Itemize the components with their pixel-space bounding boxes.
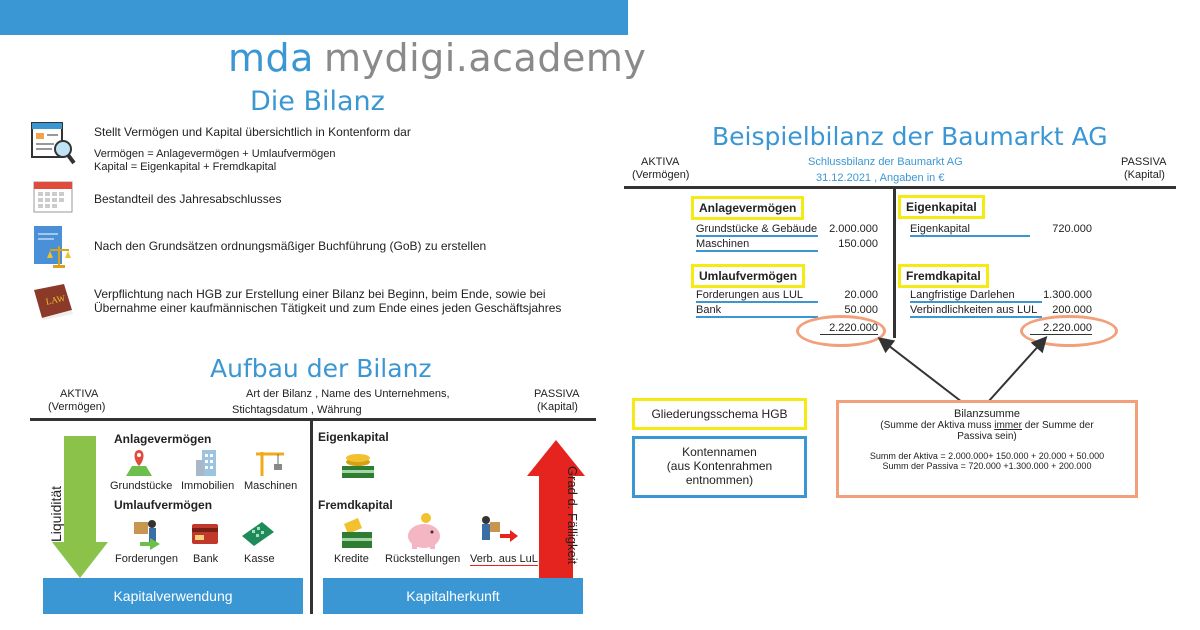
anlage-item-immobilien: Immobilien — [181, 480, 235, 492]
anlage-row-value: 2.000.000 — [829, 223, 878, 235]
beispiel-t-line — [624, 186, 1176, 189]
legend-schema-box: Gliederungsschema HGB — [632, 398, 807, 430]
aufbau-title: Aufbau der Bilanz — [210, 354, 432, 383]
fremd-item-verb-lul: Verb. aus LuL — [470, 553, 538, 565]
beispiel-passiva: PASSIVA — [1121, 156, 1167, 168]
aufbau-aktiva-sub: (Vermögen) — [48, 401, 106, 413]
law-book-icon — [30, 282, 76, 320]
top-banner — [0, 0, 628, 35]
umlauf-row-value: 50.000 — [844, 304, 878, 316]
legend-konten-box — [632, 436, 807, 498]
beispiel-fremd-box: Fremdkapital — [898, 264, 989, 288]
aufbau-anlage: Anlagevermögen — [114, 432, 212, 446]
legend-konten-line: entnommen) — [685, 473, 754, 487]
bilanz-text-2b: Kapital = Eigenkapital + Fremdkapital — [94, 161, 277, 173]
faelligkeit-label: Grad d. Fälligkeit — [565, 466, 580, 565]
aufbau-eigen: Eigenkapital — [318, 430, 389, 444]
umlauf-row-label: Bank — [696, 304, 818, 318]
beispiel-eigen-box: Eigenkapital — [898, 195, 985, 219]
beispiel-title: Beispielbilanz der Baumarkt AG — [712, 122, 1108, 151]
grundstuecke-icon — [124, 448, 154, 478]
kasse-icon — [240, 518, 276, 548]
umlauf-item-bank: Bank — [193, 553, 219, 565]
anlage-item-grundstuecke: Grundstücke — [110, 480, 173, 492]
bilanz-text-5b: Übernahme einer kaufmännischen Tätigkeit und zum Ende eines jeden Geschäftsjahres — [94, 301, 562, 315]
aufbau-header-2: Stichtagsdatum , Währung — [232, 404, 362, 416]
eigenkapital-money-icon — [340, 448, 376, 482]
anlage-row-label: Grundstücke & Gebäude — [696, 223, 818, 235]
forderungen-icon — [130, 516, 164, 550]
beispiel-aktiva-sub: (Vermögen) — [632, 169, 690, 181]
verb-lul-icon — [478, 514, 520, 550]
fremd-item-rueckstellungen: Rückstellungen — [385, 553, 461, 565]
logo — [228, 36, 646, 80]
sum-right-value: 2.220.000 — [1030, 322, 1092, 335]
aufbau-t-line — [30, 418, 596, 421]
svg-text:LAW: LAW — [44, 292, 67, 307]
umlauf-item-kasse: Kasse — [244, 553, 275, 565]
aufbau-t-divider — [310, 418, 313, 614]
fremd-row-value: 1.300.000 — [1043, 289, 1092, 301]
bilanz-text-5a: Verpflichtung nach HGB zur Erstellung einer Bilanz bei Beginn, beim Ende, sowie bei — [94, 287, 546, 301]
sum-left-value: 2.220.000 — [820, 322, 878, 335]
bilanz-title: Die Bilanz — [250, 86, 385, 117]
beispiel-anlage-box: Anlagevermögen — [691, 196, 804, 220]
anlage-row-label: Maschinen — [696, 238, 818, 252]
calendar-icon — [32, 178, 74, 214]
aufbau-fremd: Fremdkapital — [318, 498, 393, 512]
aufbau-header-1: Art der Bilanz , Name des Unternehmens, — [246, 388, 450, 400]
eigen-row-label: Eigenkapital — [910, 223, 1030, 237]
fremd-row-label: Langfristige Darlehen — [910, 289, 1042, 303]
beispiel-t-divider — [893, 186, 896, 338]
kredite-icon — [338, 514, 376, 550]
rueckstellungen-piggy-icon — [404, 512, 444, 550]
beispiel-date: 31.12.2021 , Angaben in € — [816, 172, 945, 184]
bilanz-text-3: Bestandteil des Jahresabschlusses — [94, 192, 282, 206]
summe-l1a: (Summe der Aktiva muss — [880, 420, 995, 431]
anlage-row-value: 150.000 — [838, 238, 878, 250]
beispiel-umlauf-box: Umlaufvermögen — [691, 264, 805, 288]
bilanz-text-1: Stellt Vermögen und Kapital übersichtlich in Kontenform dar — [94, 125, 411, 139]
maschinen-icon — [254, 448, 286, 478]
summe-line-3: Summ der Aktiva = 2.000.000+ 150.000 + 20.000 + 50.000 — [869, 451, 1105, 461]
eigen-row-value: 720.000 — [1052, 223, 1092, 235]
aufbau-passiva-sub: (Kapital) — [537, 401, 578, 413]
legend-summe-box — [836, 400, 1138, 498]
logo-mark: mda — [228, 36, 314, 80]
beispiel-aktiva: AKTIVA — [641, 156, 680, 168]
summe-line-4: Summ der Passiva = 720.000 +1.300.000 + 200.000 — [882, 461, 1092, 471]
summe-l1c: der Summe der — [1022, 420, 1094, 431]
summe-line-2: Passiva sein) — [957, 431, 1017, 442]
liquiditaet-label-box — [48, 460, 68, 560]
fremd-row-label: Verbindlichkeiten aus LUL — [910, 304, 1042, 318]
report-magnifier-icon — [30, 120, 76, 166]
summe-line-1 — [839, 420, 1135, 431]
umlauf-row-label: Forderungen aus LUL — [696, 289, 818, 303]
beispiel-passiva-sub: (Kapital) — [1124, 169, 1165, 181]
document-scales-icon — [32, 224, 72, 270]
umlauf-item-forderungen: Forderungen — [115, 553, 178, 565]
aufbau-aktiva: AKTIVA — [60, 388, 99, 400]
bilanz-text-4: Nach den Grundsätzen ordnungsmäßiger Buchführung (GoB) zu erstellen — [94, 239, 487, 253]
summe-l1b: immer — [994, 420, 1022, 431]
fremd-item-kredite: Kredite — [334, 553, 369, 565]
liquiditaet-label: Liquidität — [48, 485, 64, 542]
faelligkeit-label-box — [565, 466, 600, 586]
aufbau-passiva: PASSIVA — [534, 388, 580, 400]
aufbau-umlauf: Umlaufvermögen — [114, 498, 213, 512]
legend-konten-line: (aus Kontenrahmen — [666, 459, 773, 473]
bilanz-text-2a: Vermögen = Anlagevermögen + Umlaufvermögen — [94, 148, 336, 160]
kapitalherkunft-bar: Kapitalherkunft — [323, 578, 583, 614]
anlage-item-maschinen: Maschinen — [244, 480, 298, 492]
legend-konten-line: Kontennamen — [682, 445, 757, 459]
fremd-row-value: 200.000 — [1052, 304, 1092, 316]
kapitalverwendung-bar: Kapitalverwendung — [43, 578, 303, 614]
sum-arrows-icon — [870, 330, 1060, 405]
beispiel-subtitle: Schlussbilanz der Baumarkt AG — [808, 156, 963, 168]
summe-title: Bilanzsumme — [953, 408, 1021, 420]
umlauf-row-value: 20.000 — [844, 289, 878, 301]
logo-name: mydigi.academy — [323, 36, 647, 80]
bank-icon — [190, 520, 220, 548]
immobilien-icon — [194, 448, 224, 478]
